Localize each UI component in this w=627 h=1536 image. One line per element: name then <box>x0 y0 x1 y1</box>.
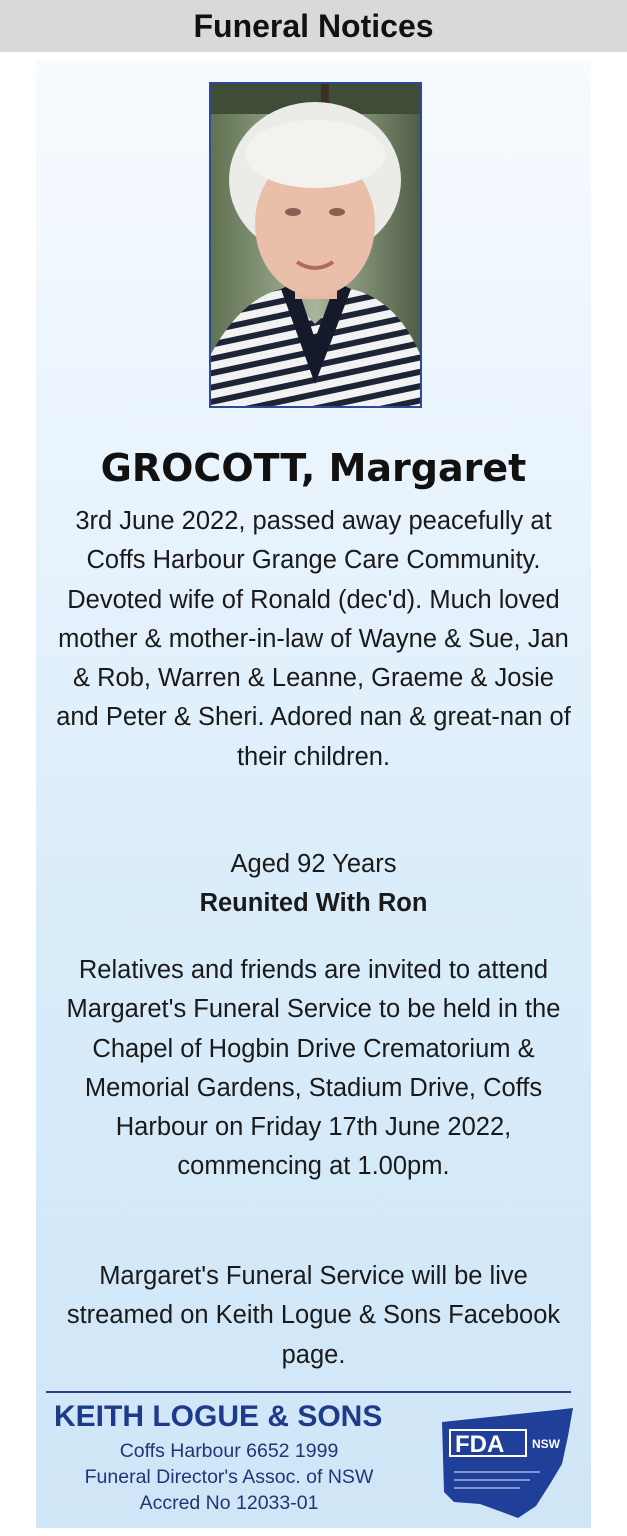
tribute-line: Reunited With Ron <box>199 889 428 917</box>
funeral-director-accreditation: Accred No 12033-01 <box>139 1492 319 1514</box>
logo-text: FDA <box>455 1431 505 1458</box>
portrait-image <box>211 84 420 406</box>
fda-nsw-logo <box>440 1406 575 1520</box>
fda-nsw-logo-icon <box>440 1406 575 1520</box>
funeral-director-phone: Coffs Harbour 6652 1999 <box>119 1440 339 1462</box>
service-details-text: Relatives and friends are invited to attend Margaret's Funeral Service to be held in the Chapel of Hogbin Drive Crematorium & Memorial Gardens, Stadium Drive, Coffs Harbour on Friday 17th June 2022, commencing at 1.00pm. <box>66 956 561 1181</box>
age-line: Aged 92 Years <box>230 850 397 878</box>
portrait-photo <box>209 82 422 408</box>
page-title: Funeral Notices <box>193 7 434 44</box>
funeral-director-name: KEITH LOGUE & SONS <box>54 1400 383 1433</box>
funeral-notice-card <box>36 60 591 1528</box>
funeral-director-association: Funeral Director's Assoc. of NSW <box>84 1466 374 1488</box>
livestream-text: Margaret's Funeral Service will be live streamed on Keith Logue & Sons Facebook page. <box>66 1262 561 1369</box>
divider <box>46 1391 571 1393</box>
logo-state-text: NSW <box>532 1437 560 1451</box>
announcement-text: 3rd June 2022, passed away peacefully at Coffs Harbour Grange Care Community. Devoted wife of Ronald (dec'd). Much loved mother & mother-in-law of Wayne & Sue, Jan & Rob, Warren & Leanne, Graeme & Josie and Peter & Sheri. Adored nan & great-nan of their children. <box>56 507 571 771</box>
header-bar <box>0 0 627 52</box>
deceased-name: GROCOTT, Margaret <box>100 446 527 490</box>
